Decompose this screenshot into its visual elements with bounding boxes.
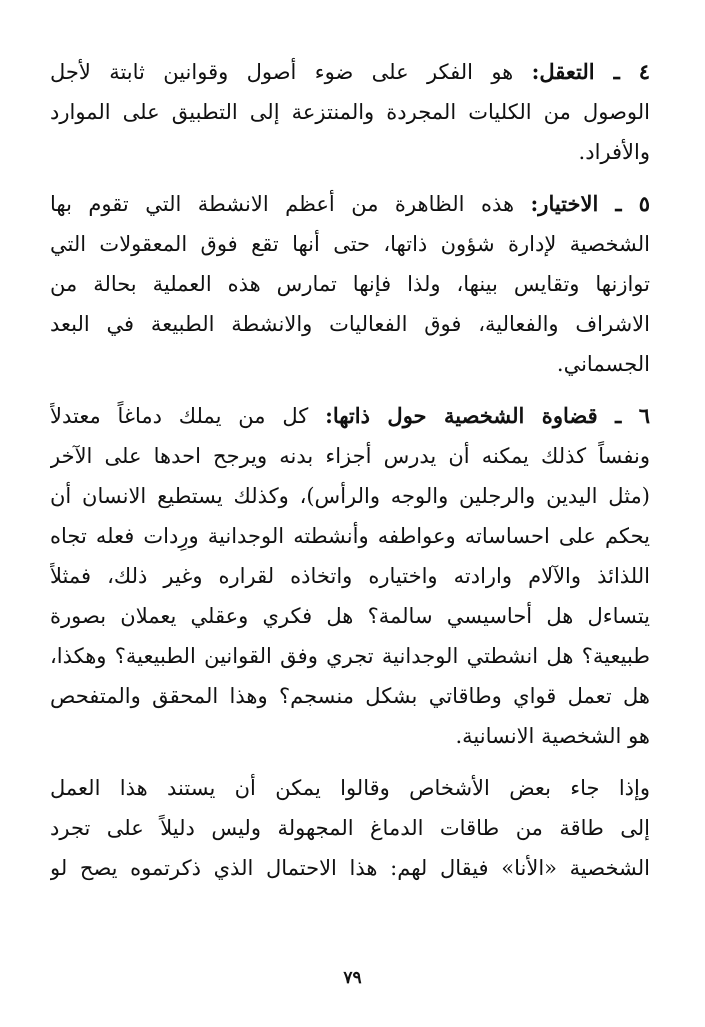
- text-line: ونفساً كذلك يمكنه أن يدرس أجزاء بدنه ويرجح احدها على الآخر: [50, 444, 650, 468]
- paragraph-choice: [50, 184, 650, 384]
- text-line: هو الشخصية الانسانية.: [455, 724, 650, 748]
- paragraph-reasoning: [50, 52, 650, 172]
- text-line: يحكم على احساساته وعواطفه وأنشطته الوجدانية ورِدات فعله تجاه: [50, 524, 650, 548]
- section-term: ٥ ـ الاختيار:: [530, 191, 650, 216]
- section-term: ٤ ـ التعقل:: [531, 59, 650, 84]
- text-line: طبيعية؟ هل انشطتي الوجدانية تجري وفق القوانين الطبيعية؟ وهكذا،: [50, 644, 650, 668]
- text-line: (مثل اليدين والرجلين والوجه والرأس)، وكذلك يستطيع الانسان أن: [50, 484, 650, 508]
- text-line: الاشراف والفعالية، فوق الفعاليات والانشطة الطبيعة في البعد: [50, 312, 650, 336]
- text-line: الشخصية لإدارة شؤون ذاتها، حتى أنها تقع فوق المعقولات التي: [50, 232, 650, 256]
- text-line: يتساءل هل أحاسيسي سالمة؟ هل فكري وعقلي يعملان بصورة: [50, 604, 650, 628]
- text-line: الشخصية «الأنا» فيقال لهم: هذا الاحتمال الذي ذكرتموه يصح لو: [50, 856, 650, 880]
- page-number: ٧٩: [343, 968, 362, 988]
- section-term: ٦ ـ قضاوة الشخصية حول ذاتها:: [325, 403, 650, 428]
- text-line: اللذائذ والآلام وارادته واختياره واتخاذه لقراره وغير ذلك، فمثلاً: [50, 564, 650, 588]
- text-line: وإذا جاء بعض الأشخاص وقالوا يمكن أن يستند هذا العمل: [50, 776, 650, 800]
- text-line: والأفراد.: [578, 140, 650, 164]
- text-line: ٤ ـ التعقل: هو الفكر على ضوء أصول وقوانين ثابتة لأجل: [50, 59, 650, 84]
- paragraph-self-judgement: [50, 396, 650, 756]
- paragraph-objection: [50, 768, 650, 888]
- text-line: الجسماني.: [556, 352, 650, 376]
- text-line: توازنها وتقايس بينها، ولذا فإنها تمارس هذه العملية بحالة من: [50, 272, 650, 296]
- text-line: إلى طاقة من طاقات الدماغ المجهولة وليس دليلاً على تجرد: [50, 816, 650, 840]
- document-page: [50, 52, 650, 900]
- text-line: ٦ ـ قضاوة الشخصية حول ذاتها: كل من يملك دماغاً معتدلاً: [50, 403, 650, 428]
- text-line: الوصول من الكليات المجردة والمنتزعة إلى التطبيق على الموارد: [50, 100, 650, 124]
- text-line: هل تعمل قواي وطاقاتي بشكل منسجم؟ وهذا المحقق والمتفحص: [50, 684, 650, 708]
- text-line: ٥ ـ الاختيار: هذه الظاهرة من أعظم الانشطة التي تقوم بها: [50, 191, 650, 216]
